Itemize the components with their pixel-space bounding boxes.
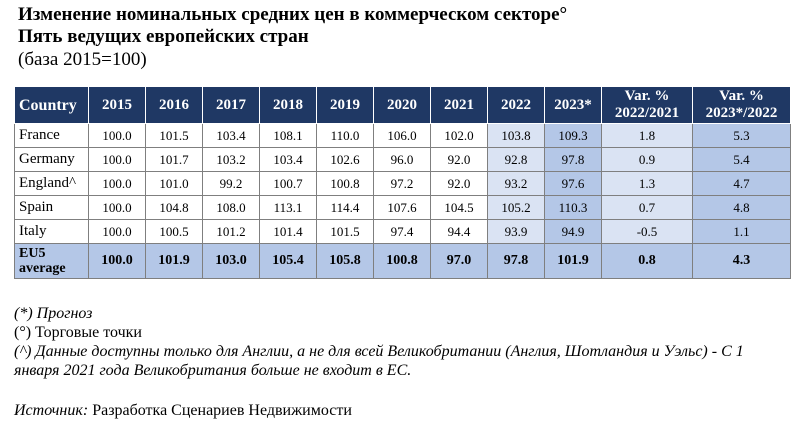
table-cell: 100.7 — [260, 172, 317, 196]
table-cell: 110.3 — [545, 196, 602, 220]
table-cell: 101.5 — [146, 124, 203, 148]
source-label: Источник: — [14, 402, 89, 419]
table-cell: 92.0 — [431, 148, 488, 172]
table-cell: 103.8 — [488, 124, 545, 148]
document-title: Изменение номинальных средних цен в коммерческом секторе° — [18, 4, 568, 25]
table-cell: 97.4 — [374, 220, 431, 244]
country-name: Germany — [15, 148, 89, 172]
footnote-retail: (°) Торговые точки — [14, 324, 142, 341]
table-cell: 100.8 — [374, 244, 431, 279]
table-cell: 97.0 — [431, 244, 488, 279]
table-cell: 100.0 — [89, 244, 146, 279]
table-cell: 1.3 — [602, 172, 693, 196]
base-note: (база 2015=100) — [18, 49, 147, 70]
header-year: 2015 — [89, 87, 146, 124]
table-cell: 94.9 — [545, 220, 602, 244]
table-cell: 4.8 — [693, 196, 791, 220]
document-subtitle: Пять ведущих европейских стран — [18, 26, 309, 47]
table-cell: 102.6 — [317, 148, 374, 172]
header-year: 2023* — [545, 87, 602, 124]
country-name: England^ — [15, 172, 89, 196]
table-cell: 105.4 — [260, 244, 317, 279]
table-cell: 101.7 — [146, 148, 203, 172]
table-cell: 105.8 — [317, 244, 374, 279]
table-cell: 97.8 — [545, 148, 602, 172]
table-cell: 108.0 — [203, 196, 260, 220]
header-year: 2021 — [431, 87, 488, 124]
table-cell: 100.0 — [89, 148, 146, 172]
table-cell: 101.9 — [146, 244, 203, 279]
table-cell: 101.4 — [260, 220, 317, 244]
table-cell: 93.9 — [488, 220, 545, 244]
table-cell: 100.0 — [89, 196, 146, 220]
table-cell: 103.4 — [260, 148, 317, 172]
table-cell: 113.1 — [260, 196, 317, 220]
footnote-england: (^) Данные доступны только для Англии, а не для всей Великобритании (Англия, Шотландия и Уэльс) - С 1 января 2021 года Великобритания больше не входит в ЕС. — [14, 343, 744, 379]
table-cell: -0.5 — [602, 220, 693, 244]
header-year: 2020 — [374, 87, 431, 124]
table-cell: 99.2 — [203, 172, 260, 196]
table-cell: 5.3 — [693, 124, 791, 148]
table-cell: 105.2 — [488, 196, 545, 220]
table-cell: 101.5 — [317, 220, 374, 244]
table-cell: 96.0 — [374, 148, 431, 172]
header-year: 2016 — [146, 87, 203, 124]
average-label-line: average — [19, 261, 66, 276]
table-cell: 100.0 — [89, 172, 146, 196]
table-row — [15, 148, 791, 172]
header-var-line: 2023*/2022 — [705, 105, 778, 121]
table-cell: 103.4 — [203, 124, 260, 148]
table-cell: 106.0 — [374, 124, 431, 148]
table-cell: 92.8 — [488, 148, 545, 172]
table-cell: 0.7 — [602, 196, 693, 220]
table-cell: 103.0 — [203, 244, 260, 279]
header-var-line: Var. % — [624, 88, 670, 104]
table-cell: 0.9 — [602, 148, 693, 172]
table-cell: 4.7 — [693, 172, 791, 196]
source-line — [14, 401, 352, 420]
table-cell: 97.8 — [488, 244, 545, 279]
table-cell: 97.2 — [374, 172, 431, 196]
table-cell: 1.8 — [602, 124, 693, 148]
average-label-line: EU5 — [19, 246, 46, 261]
table-cell: 104.5 — [431, 196, 488, 220]
table-header-row — [15, 87, 791, 124]
table-cell: 104.8 — [146, 196, 203, 220]
table-cell: 97.6 — [545, 172, 602, 196]
table-cell: 92.0 — [431, 172, 488, 196]
table-cell: 100.0 — [89, 220, 146, 244]
table-cell: 100.5 — [146, 220, 203, 244]
header-year: 2017 — [203, 87, 260, 124]
table-cell: 5.4 — [693, 148, 791, 172]
table-cell: 4.3 — [693, 244, 791, 279]
header-country: Country — [15, 87, 89, 124]
source-text: Разработка Сценариев Недвижимости — [88, 402, 352, 419]
header-year: 2018 — [260, 87, 317, 124]
table-cell: 101.9 — [545, 244, 602, 279]
header-year: 2019 — [317, 87, 374, 124]
table-cell: 101.0 — [146, 172, 203, 196]
table-cell: 109.3 — [545, 124, 602, 148]
footnotes — [14, 304, 784, 380]
header-year: 2022 — [488, 87, 545, 124]
table-cell: 102.0 — [431, 124, 488, 148]
table-cell: 100.8 — [317, 172, 374, 196]
table-row — [15, 172, 791, 196]
table-body — [15, 124, 791, 279]
table-cell: 110.0 — [317, 124, 374, 148]
table-cell: 100.0 — [89, 124, 146, 148]
table-cell: 101.2 — [203, 220, 260, 244]
table-cell: 93.2 — [488, 172, 545, 196]
country-name: Spain — [15, 196, 89, 220]
table-row-average — [15, 244, 791, 279]
table-cell: 108.1 — [260, 124, 317, 148]
table-cell: 107.6 — [374, 196, 431, 220]
table-cell: 114.4 — [317, 196, 374, 220]
header-var-line: Var. % — [719, 88, 764, 104]
table-row — [15, 220, 791, 244]
table-row — [15, 196, 791, 220]
country-name: Italy — [15, 220, 89, 244]
table-cell: 103.2 — [203, 148, 260, 172]
table-cell: 94.4 — [431, 220, 488, 244]
price-table — [14, 86, 791, 279]
footnote-forecast: (*) Прогноз — [14, 305, 93, 322]
table-cell: 1.1 — [693, 220, 791, 244]
country-name: France — [15, 124, 89, 148]
header-var-2023-2022 — [693, 87, 791, 124]
header-var-2022-2021 — [602, 87, 693, 124]
table-row — [15, 124, 791, 148]
average-label — [15, 244, 89, 279]
table-cell: 0.8 — [602, 244, 693, 279]
header-var-line: 2022/2021 — [614, 105, 680, 121]
